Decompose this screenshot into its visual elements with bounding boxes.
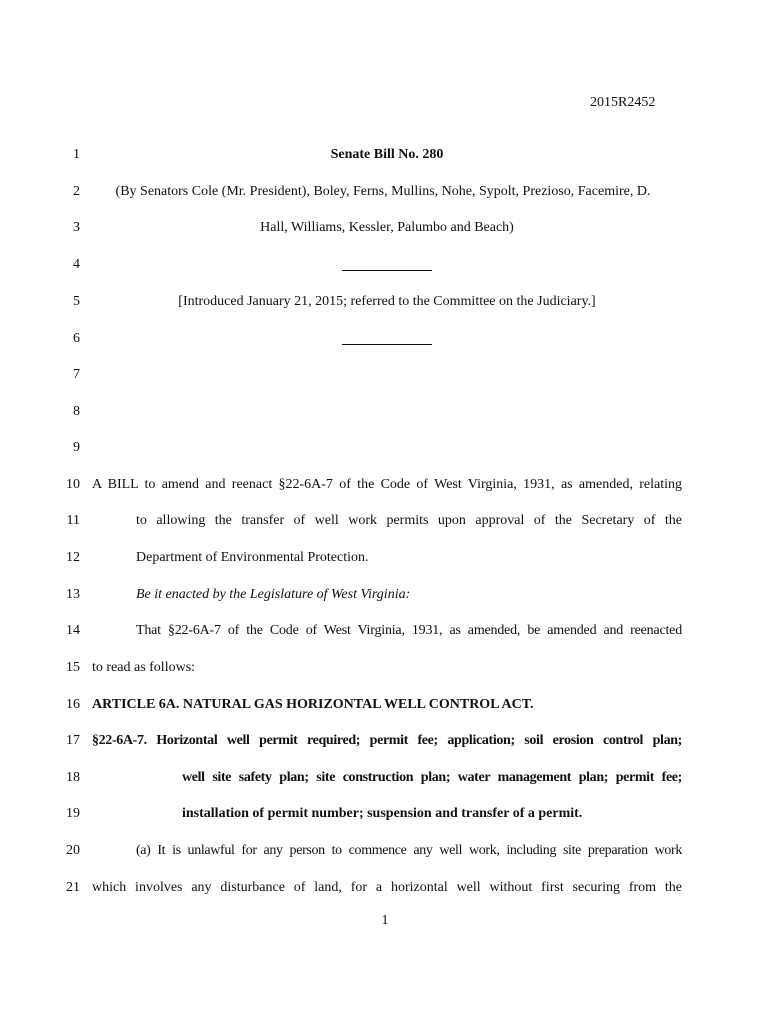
line-number: 15 <box>66 660 80 675</box>
line-number: 18 <box>66 770 80 785</box>
section-heading-line-1: §22-6A-7. Horizontal well permit required; permit fee; application; soil erosion control plan; <box>92 733 682 748</box>
body-text-line-3: (a) It is unlawful for any person to commence any well work, including site preparation work <box>136 843 682 858</box>
line-number: 6 <box>73 331 80 346</box>
line-1 <box>0 144 770 166</box>
body-text-line-2: to read as follows: <box>92 660 196 675</box>
line-10 <box>0 474 770 496</box>
line-8 <box>0 401 770 423</box>
line-number: 19 <box>66 806 80 821</box>
enacting-clause: Be it enacted by the Legislature of West Virginia: <box>136 587 411 602</box>
line-3 <box>0 217 770 239</box>
bill-summary-line-2: to allowing the transfer of well work permits upon approval of the Secretary of the <box>136 513 682 528</box>
line-number: 10 <box>66 477 80 492</box>
line-number: 14 <box>66 623 80 638</box>
line-18 <box>0 767 770 789</box>
bill-summary-line-3: Department of Environmental Protection. <box>136 550 369 565</box>
sponsors-line-2: Hall, Williams, Kessler, Palumbo and Beach) <box>260 220 514 235</box>
line-number: 20 <box>66 843 80 858</box>
body-text-line-4: which involves any disturbance of land, for a horizontal well without first securing from the <box>92 880 682 895</box>
line-number: 16 <box>66 697 80 712</box>
line-4 <box>0 254 770 276</box>
line-number: 9 <box>73 440 80 455</box>
line-2 <box>0 181 770 203</box>
bill-title: Senate Bill No. 280 <box>330 147 444 162</box>
line-20 <box>0 840 770 862</box>
bill-summary-line-1: A BILL to amend and reenact §22-6A-7 of the Code of West Virginia, 1931, as amended, relating <box>92 477 682 492</box>
line-11 <box>0 510 770 532</box>
line-21 <box>0 877 770 899</box>
line-15 <box>0 657 770 679</box>
line-number: 2 <box>73 184 80 199</box>
line-6 <box>0 328 770 350</box>
line-19 <box>0 803 770 825</box>
line-12 <box>0 547 770 569</box>
line-13 <box>0 584 770 606</box>
line-number: 8 <box>73 404 80 419</box>
bill-id: 2015R2452 <box>590 95 656 110</box>
line-number: 12 <box>66 550 80 565</box>
line-14 <box>0 620 770 642</box>
section-heading-line-3: installation of permit number; suspension and transfer of a permit. <box>182 806 583 821</box>
line-number: 11 <box>66 513 80 528</box>
line-number: 21 <box>66 880 80 895</box>
line-number: 3 <box>73 220 80 235</box>
line-17 <box>0 730 770 752</box>
line-number: 5 <box>73 294 80 309</box>
line-5 <box>0 291 770 313</box>
line-7 <box>0 364 770 386</box>
line-number: 1 <box>73 147 80 162</box>
line-number: 4 <box>73 257 80 272</box>
separator-rule <box>92 328 682 350</box>
page-number: 1 <box>381 913 389 928</box>
line-number: 7 <box>73 367 80 382</box>
line-16 <box>0 694 770 716</box>
article-heading: ARTICLE 6A. NATURAL GAS HORIZONTAL WELL CONTROL ACT. <box>92 697 534 712</box>
line-number: 13 <box>66 587 80 602</box>
introduced-note: [Introduced January 21, 2015; referred to the Committee on the Judiciary.] <box>178 294 596 309</box>
separator-rule <box>92 254 682 276</box>
body-text-line-1: That §22-6A-7 of the Code of West Virginia, 1931, as amended, be amended and reenacted <box>136 623 682 638</box>
line-9 <box>0 437 770 459</box>
line-number: 17 <box>66 733 80 748</box>
section-heading-line-2: well site safety plan; site construction plan; water management plan; permit fee; <box>182 770 682 785</box>
sponsors-line-1: (By Senators Cole (Mr. President), Boley, Ferns, Mullins, Nohe, Sypolt, Prezioso, Facemire, D. <box>115 184 651 199</box>
